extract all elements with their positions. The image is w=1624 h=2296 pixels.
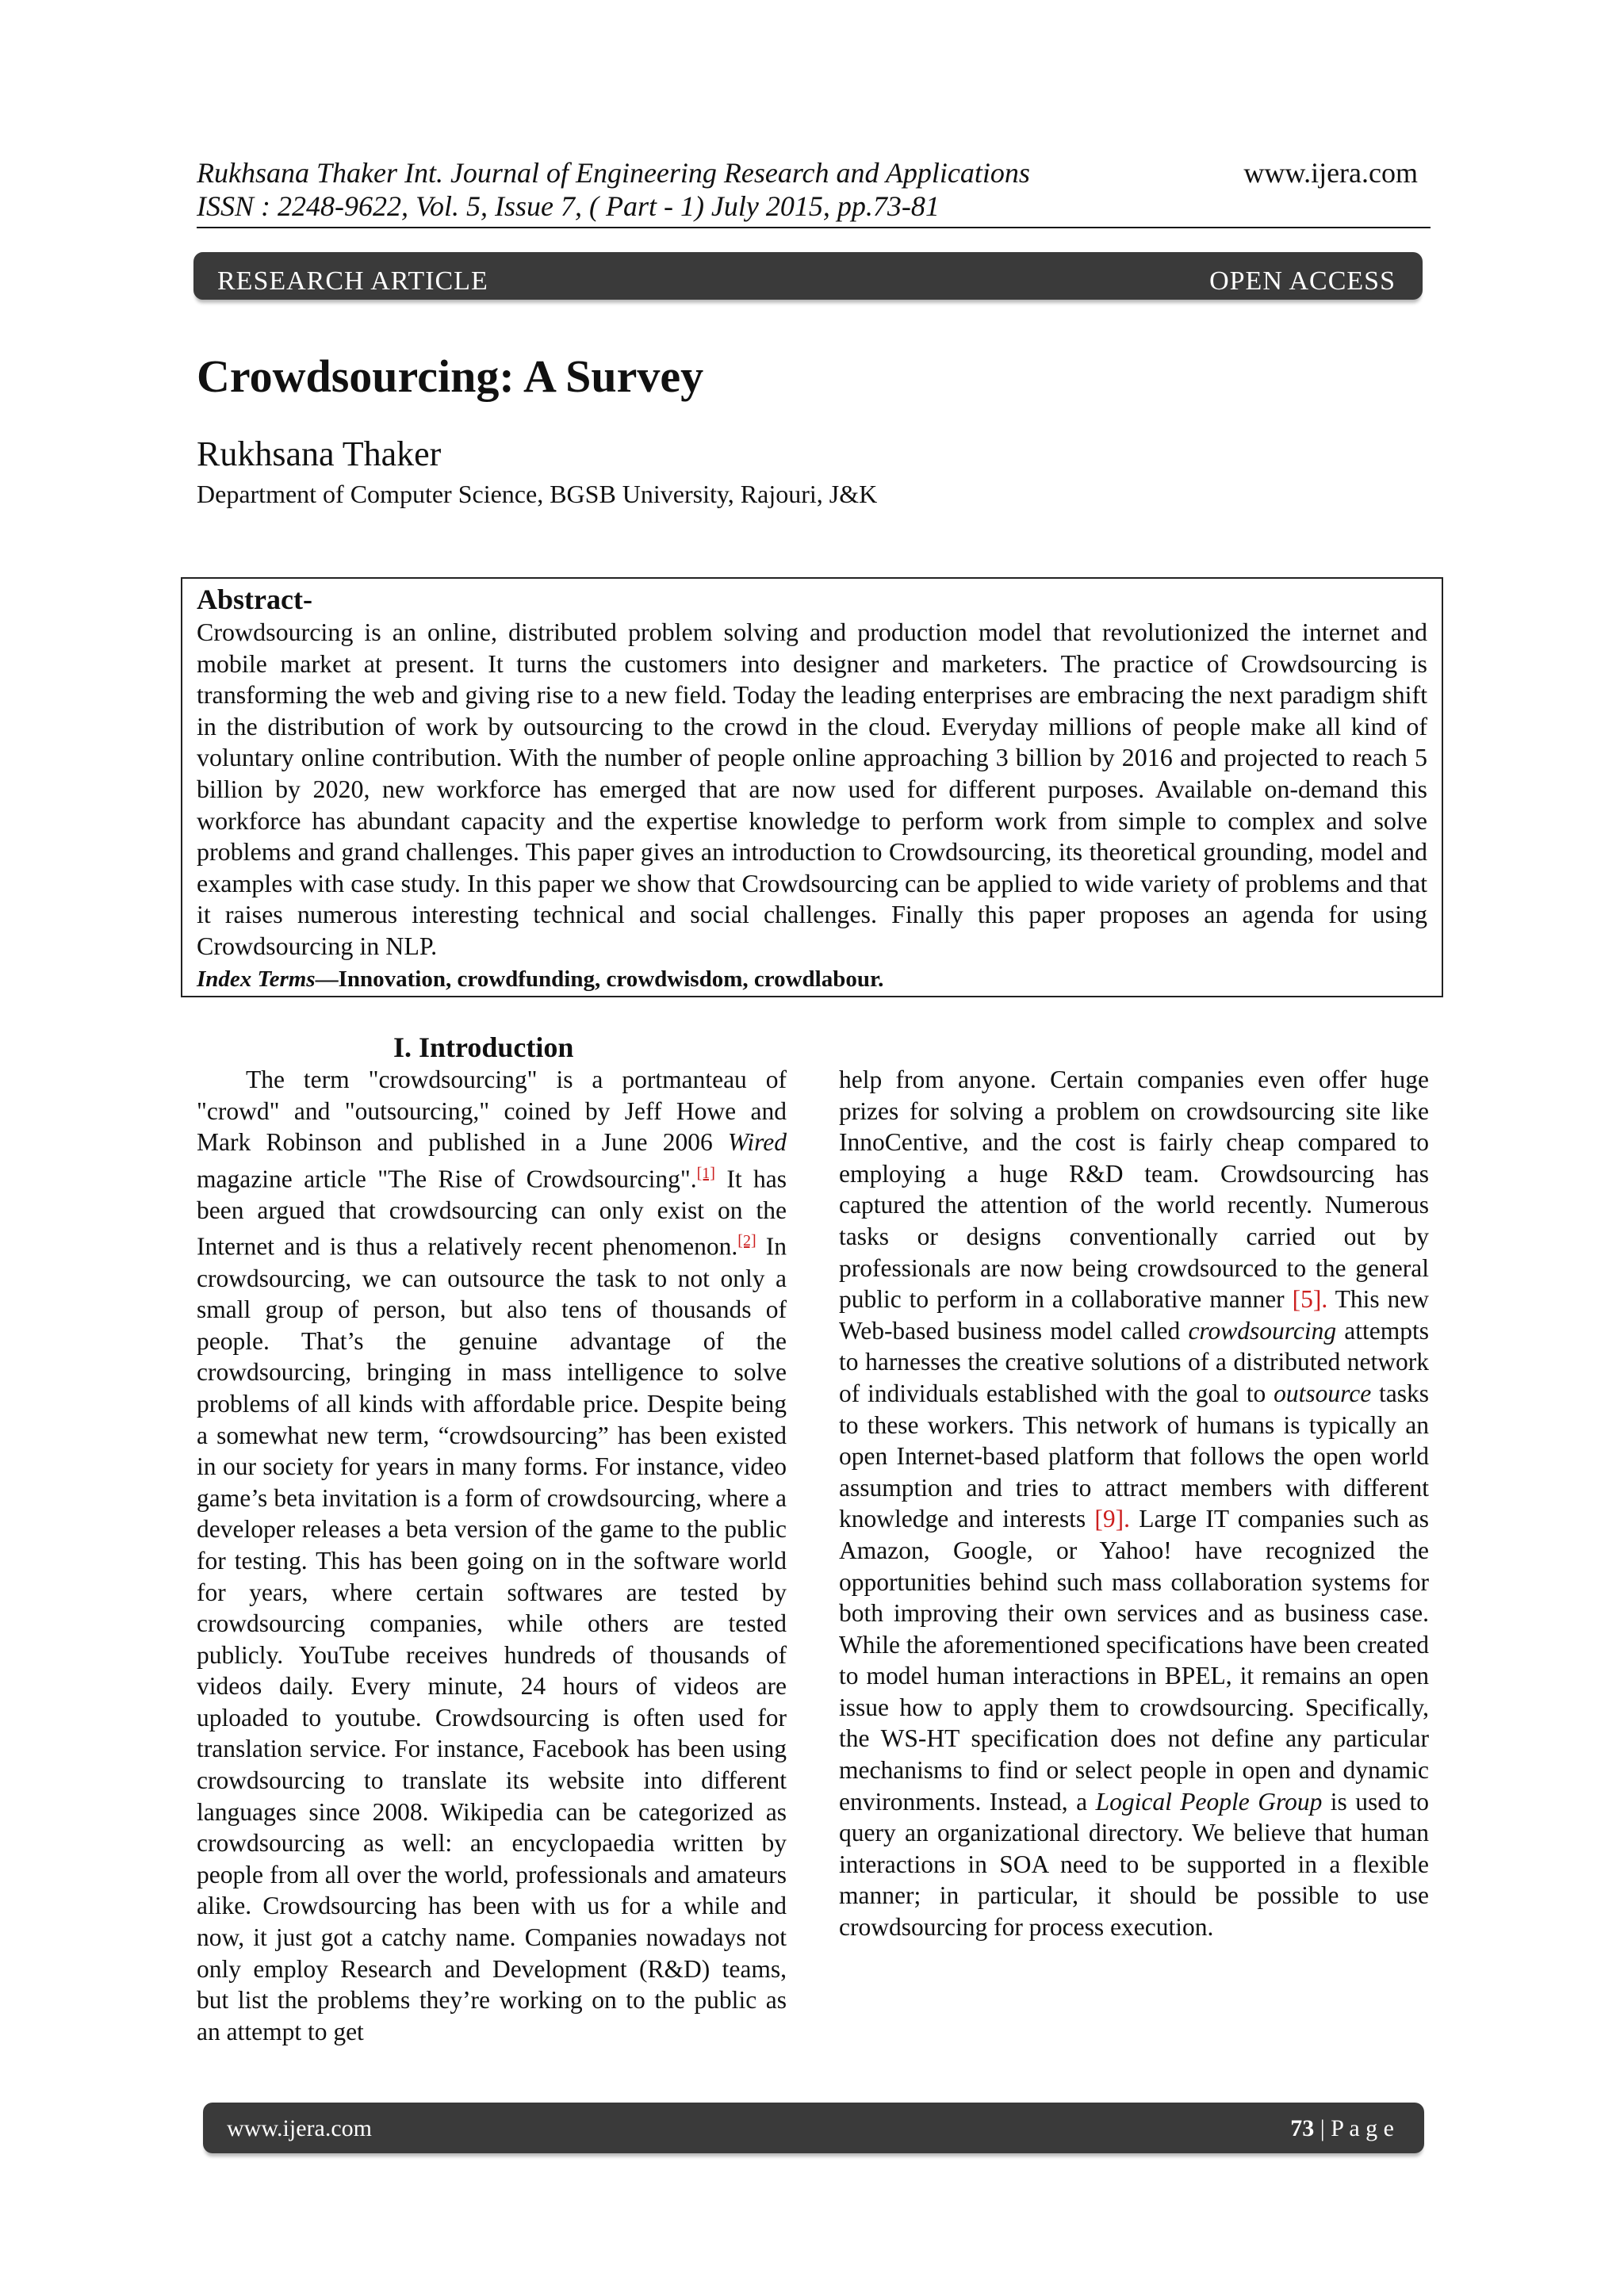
text-run-italic: Logical People Group — [1095, 1787, 1323, 1816]
text-run: magazine article "The Rise of Crowdsourcing". — [197, 1165, 697, 1193]
open-access-label: OPEN ACCESS — [1209, 266, 1396, 296]
intro-paragraph-right — [839, 1064, 1429, 1943]
text-run-italic: Wired — [727, 1128, 787, 1157]
text-run: is used to query an organizational directory. We believe that human interactions in SOA need to be supported in a flexible manner; in particular, it should be possible to use crowdsourcing for process execution. — [839, 1787, 1429, 1942]
page-footer — [203, 2103, 1424, 2153]
text-run: Large IT companies such as Amazon, Google, or Yahoo! have recognized the opportunities behind such mass collaboration systems for both improving their own services and as business case. While the aforementioned specifications have been created to model human interactions in BPEL, it remains an open issue how to apply them to crowdsourcing. Specifically, the WS-HT specification does not define any particular mechanisms to find or select people in open and dynamic environments. Instead, a — [839, 1505, 1429, 1816]
text-run: tasks to these workers. This network of humans is typically an open Internet-based platform that follows the open world assumption and tries to attract members with different knowledge and interests — [839, 1379, 1430, 1533]
index-terms-label: Index Terms — [197, 966, 316, 992]
page-number — [1290, 2110, 1394, 2147]
text-run: It has been argued that crowdsourcing can only exist on the Internet and is thus a relatively recent phenomenon. — [197, 1165, 787, 1261]
article-type-banner — [193, 252, 1423, 300]
text-run: In crowdsourcing, we can outsource the task to not only a small group of person, but also tens of thousands of people. That’s the genuine advantage of the crowdsourcing, bringing in mass intelligence to solve problems of all kinds with affordable price. Despite being a somewhat new term, “crowdsourcing” has been existed in our society for years in many forms. For instance, video game’s beta invitation is a form of crowdsourcing, where a developer releases a beta version of the game to the public for testing. This has been going on in the software world for years, where certain softwares are tested by crowdsourcing companies, while others are tested publicly. YouTube receives hundreds of thousands of videos daily. Every minute, 24 hours of videos are uploaded to youtube. Crowdsourcing is often used for translation service. For instance, Facebook has been using crowdsourcing to translate its website into different languages since 2008. Wikipedia can be categorized as crowdsourcing as well: an encyclopaedia written by people from all over the world, professionals and amateurs alike. Crowdsourcing has been with us for a while and now, it just got a catchy name. Companies nowadays not only employ Research and Development (R&D) teams, but list the problems they’re working on to the public as an attempt to get — [197, 1232, 787, 2045]
page-label: | P a g e — [1314, 2115, 1394, 2141]
text-run: attempts to harnesses the creative solutions of a distributed network of individuals established with the goal to — [839, 1316, 1430, 1407]
paper-title: Crowdsourcing: A Survey — [197, 350, 704, 402]
journal-header-line2: ISSN : 2248-9622, Vol. 5, Issue 7, ( Part - 1) July 2015, pp.73-81 — [197, 190, 940, 222]
right-column — [839, 1064, 1429, 1943]
author-affiliation: Department of Computer Science, BGSB University, Rajouri, J&K — [197, 480, 878, 508]
text-run: This new Web-based business model called — [839, 1285, 1430, 1345]
left-column — [197, 1064, 787, 2047]
section-heading-introduction: I. Introduction — [393, 1031, 574, 1063]
citation-link-9[interactable]: [9]. — [1094, 1505, 1131, 1533]
journal-header-line1: Rukhsana Thaker Int. Journal of Engineering Research and Applications — [197, 157, 1030, 189]
text-run-italic: outsource — [1274, 1379, 1372, 1407]
paper-author: Rukhsana Thaker — [197, 434, 442, 473]
citation-link-5[interactable]: [5]. — [1292, 1285, 1328, 1314]
abstract-heading: Abstract- — [197, 584, 312, 615]
citation-link-1[interactable]: [1] — [696, 1164, 715, 1182]
page-number-value: 73 — [1290, 2115, 1315, 2141]
text-run: The term "crowdsourcing" is a portmanteau of "crowd" and "outsourcing," coined by Jeff Howe and Mark Robinson and published in a June 2006 — [197, 1066, 787, 1157]
index-terms — [197, 964, 883, 994]
text-run-italic: crowdsourcing — [1188, 1316, 1337, 1345]
text-run: help from anyone. Certain companies even offer huge prizes for solving a problem on crowdsourcing site like InnoCentive, and the cost is fairly cheap compared to employing a huge R&D team. Crowdsourcing has captured the attention of the world recently. Numerous tasks or designs conventionally carried out by professionals are now being crowdsourced to the general public to perform in a collaborative manner — [839, 1066, 1429, 1314]
header-rule — [197, 227, 1431, 228]
article-type-label: RESEARCH ARTICLE — [217, 266, 488, 296]
citation-link-2[interactable]: [2] — [737, 1232, 756, 1250]
abstract-text: Crowdsourcing is an online, distributed problem solving and production model that revolutionized the internet and mobile market at present. It turns the customers into designer and marketers. The practice of Crowdsourcing is transforming the web and giving rise to a new field. Today the leading enterprises are embracing the next paradigm shift in the distribution of work by outsourcing to the crowd in the cloud. Everyday millions of people make all kind of voluntary online contribution. With the number of people online approaching 3 billion by 2016 and projected to reach 5 billion by 2020, new workforce has emerged that are now used for different purposes. Available on-demand this workforce has abundant capacity and the expertise knowledge to perform work from simple to complex and solve problems and grand challenges. This paper gives an introduction to Crowdsourcing, its theoretical grounding, model and examples with case study. In this paper we show that Crowdsourcing can be applied to wide variety of problems and that it raises numerous interesting technical and social challenges. Finally this paper proposes an agenda for using Crowdsourcing in NLP. — [197, 618, 1427, 960]
footer-website[interactable]: www.ijera.com — [227, 2115, 372, 2141]
journal-website[interactable]: www.ijera.com — [1243, 157, 1418, 189]
index-terms-list: Innovation, crowdfunding, crowdwisdom, crowdlabour. — [338, 966, 884, 992]
intro-paragraph-left — [197, 1064, 787, 2047]
index-terms-dash: — — [315, 966, 339, 992]
